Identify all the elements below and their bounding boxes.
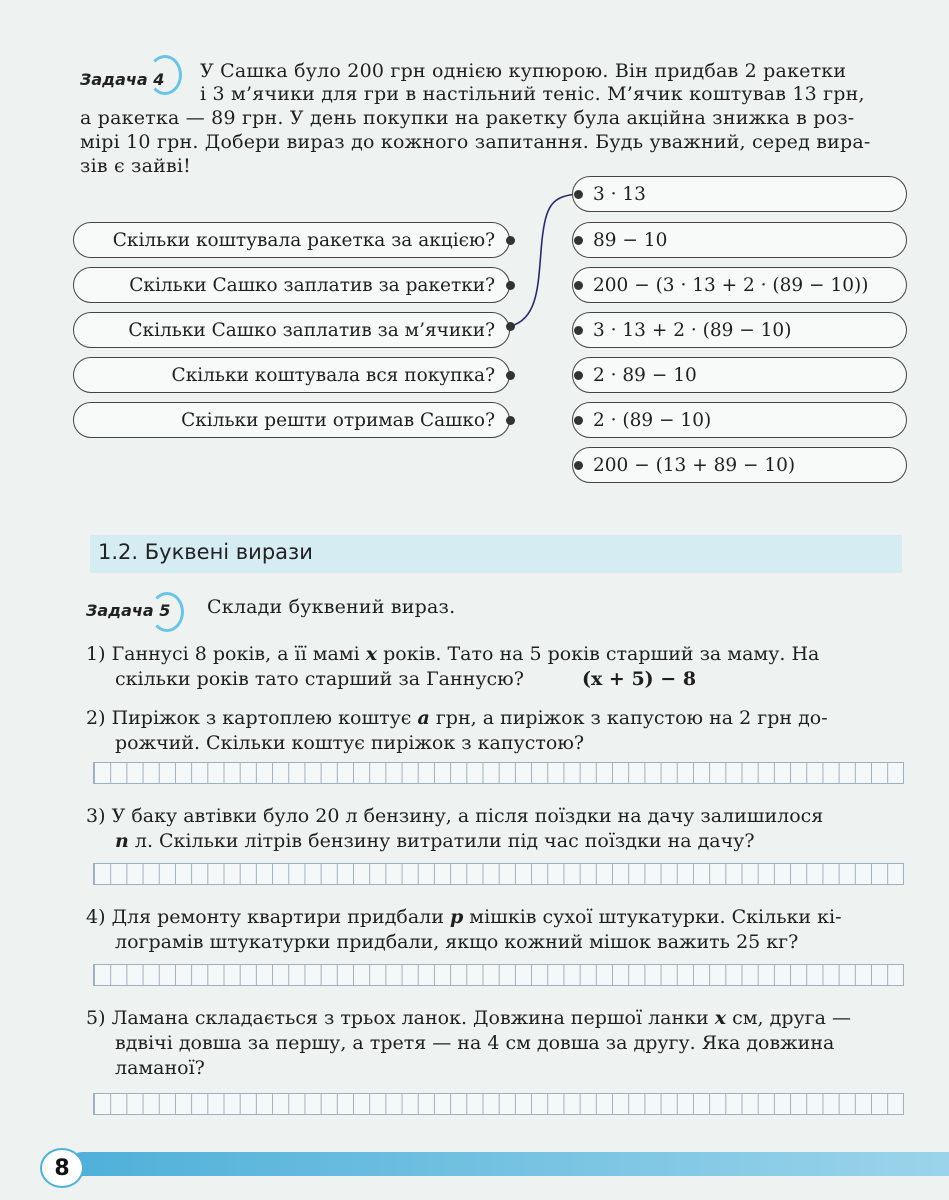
task-5-item-5-line-3: ламаної? [115, 1057, 205, 1079]
task-4-text-line-5: зів є зайві! [80, 155, 192, 177]
task-5-item-4-line-1: 4) Для ремонту квартири придбали p мішків сухої штукатурки. Скільки кі- [86, 906, 842, 928]
task-5-item-4-line-2: лограмів штукатурки придбали, якщо кожний мішок важить 25 кг? [115, 931, 799, 953]
footer-bar [70, 1152, 949, 1176]
task-4-label: Задача 4 [80, 70, 165, 89]
task-5-intro: Склади буквений вираз. [207, 596, 456, 618]
task-5-item-2-line-2: рожчий. Скільки коштує пиріжок з капустою? [115, 732, 585, 754]
expression-text: 3 · 13 [593, 183, 646, 205]
expression-text: 3 · 13 + 2 · (89 − 10) [593, 319, 792, 341]
task-5-item-2-line-1: 2) Пиріжок з картоплею коштує a грн, а пиріжок з капустою на 2 грн до- [86, 707, 828, 729]
question-dot-3[interactable] [506, 322, 515, 331]
expression-box-3[interactable] [572, 267, 907, 303]
expression-text: 200 − (3 · 13 + 2 · (89 − 10)) [593, 274, 869, 296]
task-5-item-3-line-2: n л. Скільки літрів бензину витратили під час поїздки на дачу? [115, 830, 755, 852]
question-box-4[interactable] [73, 357, 510, 393]
task-5-item-4-answer-grid[interactable] [93, 964, 904, 986]
expression-text: 2 · (89 − 10) [593, 409, 712, 431]
expression-box-7[interactable] [572, 447, 907, 483]
expression-dot-5[interactable] [574, 371, 583, 380]
question-dot-2[interactable] [506, 281, 515, 290]
expression-box-4[interactable] [572, 312, 907, 348]
question-box-3[interactable] [73, 312, 510, 348]
question-box-5[interactable] [73, 402, 510, 438]
task-5-item-3-line-1: 3) У баку автівки було 20 л бензину, а після поїздки на дачу залишилося [86, 805, 824, 827]
expression-dot-6[interactable] [574, 416, 583, 425]
task-4-text-line-1: У Сашка було 200 грн однією купюрою. Він придбав 2 ракетки [200, 60, 847, 82]
expression-box-2[interactable] [572, 222, 907, 258]
task-5-item-2-answer-grid[interactable] [93, 762, 904, 784]
task-5-item-5-line-2: вдвічі довша за першу, а третя — на 4 см довша за другу. Яка довжина [115, 1032, 835, 1054]
task-4-text-line-3: а ракетка — 89 грн. У день покупки на ракетку була акційна знижка в роз- [80, 107, 855, 129]
question-text: Скільки коштувала вся покупка? [171, 364, 495, 386]
expression-dot-7[interactable] [574, 461, 583, 470]
question-box-1[interactable] [73, 222, 510, 258]
expression-box-1[interactable] [572, 176, 907, 212]
task-5-item-5-answer-grid[interactable] [93, 1093, 904, 1115]
question-text: Скільки коштувала ракетка за акцією? [112, 229, 495, 251]
question-text: Скільки решти отримав Сашко? [181, 409, 495, 431]
expression-dot-1[interactable] [574, 190, 583, 199]
expression-box-5[interactable] [572, 357, 907, 393]
question-text: Скільки Сашко заплатив за ракетки? [129, 274, 495, 296]
question-dot-1[interactable] [506, 236, 515, 245]
expression-dot-2[interactable] [574, 236, 583, 245]
question-text: Скільки Сашко заплатив за м’ячики? [128, 319, 495, 341]
task-5-item-3-answer-grid[interactable] [93, 863, 904, 885]
expression-text: 2 · 89 − 10 [593, 364, 697, 386]
section-title: 1.2. Буквені вирази [98, 540, 313, 564]
expression-dot-4[interactable] [574, 326, 583, 335]
task-5-item-1-answer: (x + 5) − 8 [582, 668, 697, 690]
expression-dot-3[interactable] [574, 281, 583, 290]
task-5-label: Задача 5 [86, 601, 171, 620]
task-5-item-1-line-1: 1) Ганнусі 8 років, а її мамі x років. Тато на 5 років старший за маму. На [86, 643, 820, 665]
task-5-item-1-line-2: скільки років тато старший за Ганнусю? [115, 668, 524, 690]
task-4-text-line-2: і 3 м’ячики для гри в настільний теніс. М’ячик коштував 13 грн, [200, 83, 865, 105]
task-5-item-5-line-1: 5) Ламана складається з трьох ланок. Довжина першої ланки x см, друга — [86, 1007, 851, 1029]
task-4-text-line-4: мірі 10 грн. Добери вираз до кожного запитання. Будь уважний, серед вира- [80, 131, 871, 153]
expression-text: 89 − 10 [593, 229, 668, 251]
expression-box-6[interactable] [572, 402, 907, 438]
question-dot-5[interactable] [506, 416, 515, 425]
question-box-2[interactable] [73, 267, 510, 303]
page-number: 8 [40, 1148, 84, 1188]
question-dot-4[interactable] [506, 371, 515, 380]
expression-text: 200 − (13 + 89 − 10) [593, 454, 796, 476]
